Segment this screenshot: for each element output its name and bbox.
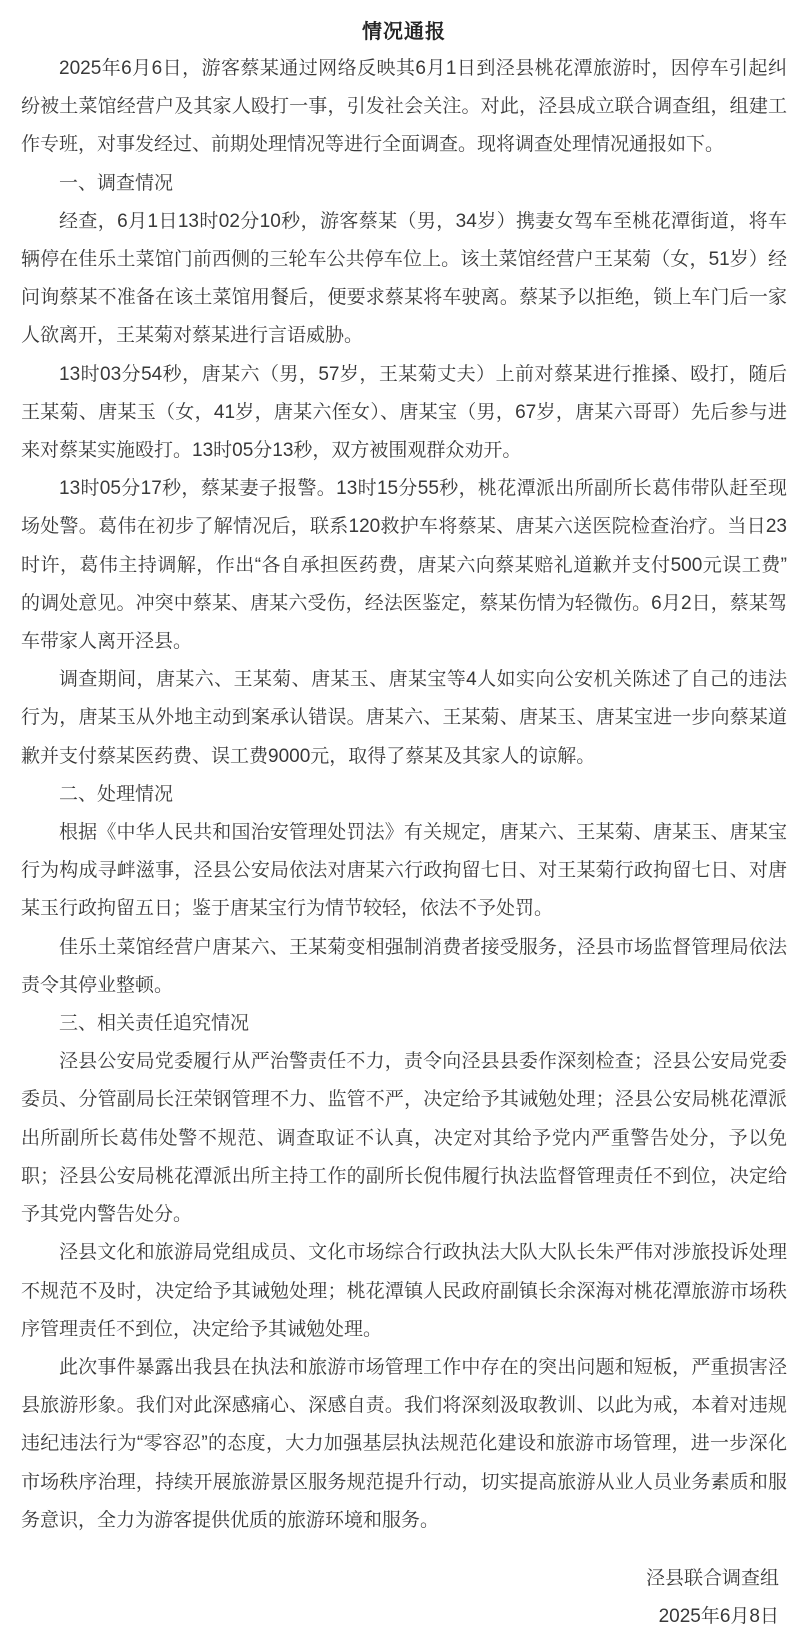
paragraph: 经查，6月1日13时02分10秒，游客蔡某（男，34岁）携妻女驾车至桃花潭街道，将车辆停在佳乐土菜馆门前西侧的三轮车公共停车位上。该土菜馆经营户王某菊（女，51岁）经问询蔡某不准备在该土菜馆用餐后，便要求蔡某将车驶离。蔡某予以拒绝，锁上车门后一家人欲离开，王某菊对蔡某进行言语威胁。 — [21, 210, 787, 347]
signature-date: 2025年6月8日 — [658, 1606, 779, 1628]
signature-block — [21, 1560, 787, 1636]
paragraph: 调查期间，唐某六、王某菊、唐某玉、唐某宝等4人如实向公安机关陈述了自己的违法行为，唐某玉从外地主动到案承认错误。唐某六、王某菊、唐某玉、唐某宝进一步向蔡某道歉并支付蔡某医药费、误工费9000元，取得了蔡某及其家人的谅解。 — [21, 669, 787, 767]
paragraph: 13时05分17秒，蔡某妻子报警。13时15分55秒，桃花潭派出所副所长葛伟带队赶至现场处警。葛伟在初步了解情况后，联系120救护车将蔡某、唐某六送医院检查治疗。当日23时许，葛伟主持调解，作出“各自承担医药费，唐某六向蔡某赔礼道歉并支付500元误工费”的调处意见。冲突中蔡某、唐某六受伤，经法医鉴定，蔡某伤情为轻微伤。6月2日，蔡某驾车带家人离开泾县。 — [21, 478, 787, 653]
paragraph: 泾县文化和旅游局党组成员、文化市场综合行政执法大队大队长朱严伟对涉旅投诉处理不规范不及时，决定给予其诫勉处理；桃花潭镇人民政府副镇长余深海对桃花潭旅游市场秩序管理责任不到位，决定给予其诫勉处理。 — [21, 1242, 787, 1340]
paragraph: 根据《中华人民共和国治安管理处罚法》有关规定，唐某六、王某菊、唐某玉、唐某宝行为构成寻衅滋事，泾县公安局依法对唐某六行政拘留七日、对王某菊行政拘留七日、对唐某玉行政拘留五日；鉴于唐某宝行为情节较轻，依法不予处罚。 — [21, 822, 787, 920]
paragraph: 泾县公安局党委履行从严治警责任不力，责令向泾县县委作深刻检查；泾县公安局党委委员、分管副局长汪荣钢管理不力、监管不严，决定给予其诫勉处理；泾县公安局桃花潭派出所副所长葛伟处警不规范、调查取证不认真，决定对其给予党内严重警告处分，予以免职；泾县公安局桃花潭派出所主持工作的副所长倪伟履行执法监督管理责任不到位，决定给予其党内警告处分。 — [21, 1051, 787, 1226]
document-body — [21, 50, 787, 1540]
paragraph: 佳乐土菜馆经营户唐某六、王某菊变相强制消费者接受服务，泾县市场监督管理局依法责令其停业整顿。 — [21, 936, 787, 996]
section-heading: 一、调查情况 — [59, 172, 174, 194]
paragraph: 此次事件暴露出我县在执法和旅游市场管理工作中存在的突出问题和短板，严重损害泾县旅游形象。我们对此深感痛心、深感自责。我们将深刻汲取教训、以此为戒，本着对违规违纪违法行为“零容忍”的态度，大力加强基层执法规范化建设和旅游市场管理，进一步深化市场秩序治理，持续开展旅游景区服务规范提升行动，切实提高旅游从业人员业务素质和服务意识，全力为游客提供优质的旅游环境和服务。 — [21, 1356, 787, 1531]
section-heading: 三、相关责任追究情况 — [59, 1013, 250, 1035]
paragraph: 13时03分54秒，唐某六（男，57岁，王某菊丈夫）上前对蔡某进行推搡、殴打，随后王某菊、唐某玉（女，41岁，唐某六侄女）、唐某宝（男，67岁，唐某六哥哥）先后参与进来对蔡某实施殴打。13时05分13秒，双方被围观群众劝开。 — [21, 363, 787, 462]
paragraph: 2025年6月6日，游客蔡某通过网络反映其6月1日到泾县桃花潭旅游时，因停车引起纠纷被土菜馆经营户及其家人殴打一事，引发社会关注。对此，泾县成立联合调查组，组建工作专班，对事发经过、前期处理情况等进行全面调查。现将调查处理情况通报如下。 — [21, 58, 787, 156]
document-title: 情况通报 — [362, 21, 446, 43]
section-heading: 二、处理情况 — [59, 783, 174, 805]
signature-org: 泾县联合调查组 — [645, 1567, 779, 1589]
